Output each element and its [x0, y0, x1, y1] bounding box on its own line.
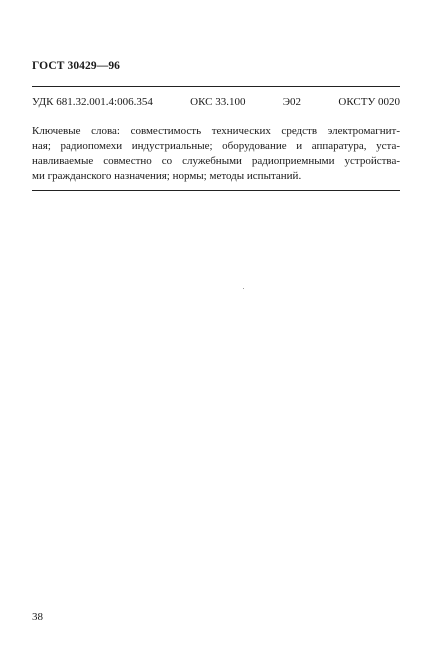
keywords-line: ная; радиопомехи индустриальные; оборудование и аппаратура, уста-	[32, 140, 400, 152]
keywords-paragraph	[32, 124, 400, 184]
group-code: Э02	[282, 96, 302, 108]
scan-speck	[243, 288, 244, 289]
udk-code: УДК 681.32.001.4:006.354	[32, 96, 153, 108]
page-number: 38	[32, 611, 43, 623]
okstu-code: ОКСТУ 0020	[338, 96, 400, 108]
standard-designation: ГОСТ 30429—96	[32, 60, 121, 72]
keywords-line: Ключевые слова: совместимость технических средств электромагнит-	[32, 125, 400, 137]
top-divider	[32, 86, 400, 87]
document-header	[32, 60, 120, 72]
classification-row	[32, 96, 400, 108]
bottom-divider	[32, 190, 400, 191]
oks-code: ОКС 33.100	[190, 96, 246, 108]
keywords-line: ми гражданского назначения; нормы; методы испытаний.	[32, 170, 302, 182]
keywords-line: навливаемые совместно со служебными радиоприемными устройства-	[32, 155, 400, 167]
